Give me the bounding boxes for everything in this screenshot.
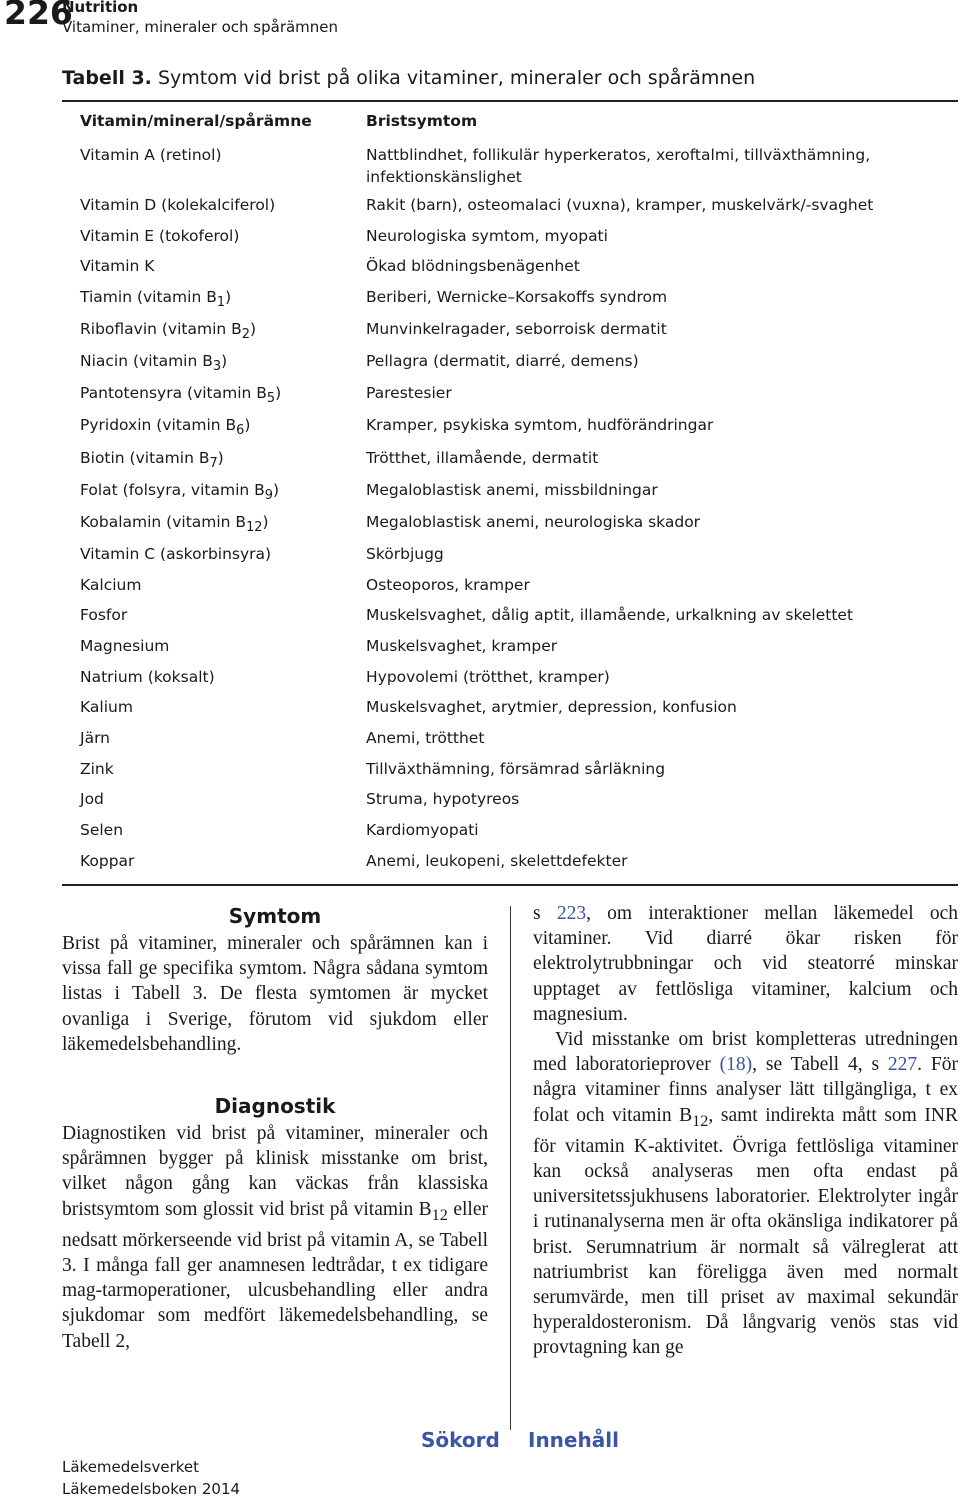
table-row xyxy=(62,282,958,314)
deficiency-symptom: Muskelsvaghet, kramper xyxy=(366,636,558,655)
table-row xyxy=(62,570,958,601)
table-row xyxy=(62,723,958,754)
nutrient-name: Koppar xyxy=(80,851,135,870)
deficiency-symptom: Megaloblastisk anemi, missbildningar xyxy=(366,480,658,499)
table-label: Tabell 3. xyxy=(62,67,152,89)
deficiency-symptom: Ökad blödningsbenägenhet xyxy=(366,257,580,276)
section-heading-diagnostik: Diagnostik xyxy=(214,1094,336,1119)
nutrient-name: Kalium xyxy=(80,698,133,717)
section-heading-symtom: Symtom xyxy=(228,904,322,928)
table-row xyxy=(62,475,958,507)
deficiency-symptom: Osteoporos, kramper xyxy=(366,575,530,594)
table-row xyxy=(62,784,958,815)
table-row xyxy=(62,378,958,410)
table-row xyxy=(62,314,958,346)
table-row xyxy=(62,346,958,378)
contents-link[interactable]: Innehåll xyxy=(528,1428,619,1452)
nutrient-name: Tiamin (vitamin $B_1$) xyxy=(80,288,232,311)
left-text-column xyxy=(62,901,488,1354)
reference-link-18[interactable]: (18) xyxy=(719,1054,753,1076)
table-row xyxy=(62,600,958,631)
deficiency-symptom: Trötthet, illamående, dermatit xyxy=(366,448,599,467)
deficiency-symptom: Hypovolemi (trötthet, kramper) xyxy=(366,667,610,686)
table-row xyxy=(62,251,958,282)
search-link[interactable]: Sökord xyxy=(421,1428,500,1452)
table-row xyxy=(62,692,958,723)
table-row xyxy=(62,846,958,877)
table-row xyxy=(62,754,958,785)
deficiency-symptom: Megaloblastisk anemi, neurologiska skador xyxy=(366,512,701,531)
publisher-name: Läkemedelsverket xyxy=(62,1458,200,1476)
table-body xyxy=(62,140,958,876)
page-number: 226 xyxy=(4,0,73,32)
table-row xyxy=(62,410,958,442)
table-row xyxy=(62,662,958,693)
table-row xyxy=(62,631,958,662)
publisher-info xyxy=(62,1456,240,1500)
deficiency-symptom: Muskelsvaghet, dålig aptit, illamående, urkalkning av skelettet xyxy=(366,606,854,625)
nutrient-name: Natrium (koksalt) xyxy=(80,667,215,686)
table-row xyxy=(62,815,958,846)
deficiency-symptom: Nattblindhet, follikulär hyperkeratos, xeroftalmi, tillväxthämning, infektionskänslighet xyxy=(366,146,871,186)
nutrient-name: Folat (folsyra, vitamin $B_9$) xyxy=(80,480,280,503)
nutrient-name: Selen xyxy=(80,821,124,839)
nutrient-name: Fosfor xyxy=(80,606,128,625)
deficiency-symptom: Tillväxthämning, försämrad sårläkning xyxy=(366,759,666,778)
nutrient-name: Biotin (vitamin $B_7$) xyxy=(80,448,224,471)
table-row xyxy=(62,443,958,475)
deficiency-symptom: Muskelsvaghet, arytmier, depression, konfusion xyxy=(366,698,737,717)
deficiency-symptom: Munvinkelragader, seborroisk dermatit xyxy=(366,320,667,339)
column-header-symptom: Bristsymtom xyxy=(366,112,478,130)
symtom-paragraph: Brist på vitaminer, mineraler och spårämnen kan i vissa fall ge specifika symtom. Några sådana symtom listas i Tabell 3. De flesta symtomen är mycket ovanliga i Sverige, förutom vid sjukdom eller läkemedelsbehandling. xyxy=(62,933,488,1055)
header-subsection: Vitaminer, mineraler och spårämnen xyxy=(62,18,339,36)
table-row xyxy=(62,140,958,190)
deficiency-symptom: Anemi, trötthet xyxy=(366,728,485,747)
book-title: Läkemedelsboken 2014 xyxy=(62,1480,241,1498)
table-caption xyxy=(62,62,958,94)
deficiency-symptom: Pellagra (dermatit, diarré, demens) xyxy=(366,352,639,371)
deficiency-symptom: Kramper, psykiska symtom, hudförändringar xyxy=(366,416,714,435)
diagnostik-paragraph: Diagnostiken vid brist på vitaminer, mineraler och spårämnen bygger på klinisk misstanke om brist, vilket någon gång kan väckas från klassiska bristsymtom som glossit vid brist på vitamin $B_{12}$ eller nedsatt mörkerseende vid brist på vitamin A, se Tabell 3. I många fall ger anamnesen ledtrådar, t ex tidigare mag-tarmoperationer, ulcusbehandling eller andra sjukdomar som medfört läkemedelsbehandling, se Tabell 2, xyxy=(62,1123,488,1352)
page-link-227[interactable]: 227 xyxy=(887,1054,918,1076)
column-divider xyxy=(510,906,511,1430)
deficiency-symptom: Rakit (barn), osteomalaci (vuxna), kramper, muskelvärk/-svaghet xyxy=(366,196,874,214)
header-section: Nutrition xyxy=(62,0,139,16)
deficiency-symptom: Kardiomyopati xyxy=(366,821,479,839)
nutrient-name: Zink xyxy=(80,759,114,778)
nutrient-name: Kalcium xyxy=(80,575,142,594)
deficiency-symptom: Struma, hypotyreos xyxy=(366,790,520,809)
column-header-nutrient: Vitamin/mineral/spårämne xyxy=(80,112,312,130)
nutrient-name: Vitamin D (kolekalciferol) xyxy=(80,196,276,214)
table-title: Symtom vid brist på olika vitaminer, mineraler och spårämnen xyxy=(157,67,756,89)
nutrient-name: Vitamin K xyxy=(80,257,155,276)
deficiency-symptom: Anemi, leukopeni, skelettdefekter xyxy=(366,851,628,870)
deficiency-symptom: Beriberi, Wernicke–Korsakoffs syndrom xyxy=(366,288,668,307)
deficiency-symptom: Parestesier xyxy=(366,384,452,403)
deficiency-symptom: Neurologiska symtom, myopati xyxy=(366,226,608,245)
nutrient-name: Pantotensyra (vitamin $B_5$) xyxy=(80,384,282,407)
table-row xyxy=(62,190,958,221)
nutrient-name: Niacin (vitamin $B_3$) xyxy=(80,352,228,375)
nutrient-name: Järn xyxy=(80,728,110,747)
nutrient-name: Riboflavin (vitamin $B_2$) xyxy=(80,320,257,343)
nutrient-name: Vitamin C (askorbinsyra) xyxy=(80,544,272,563)
page-link-223[interactable]: 223 xyxy=(556,903,587,924)
table-header-row xyxy=(62,102,958,140)
header-text xyxy=(62,0,338,37)
nutrient-name: Kobalamin (vitamin $B_{12}$) xyxy=(80,512,269,535)
right-text-column xyxy=(533,901,958,1361)
nutrient-name: Jod xyxy=(80,790,104,809)
table-row xyxy=(62,507,958,539)
right-paragraph-2: Vid misstanke om brist kompletteras utredningen med laboratorieprover (18), se Tabell 4, s 227. För några vitaminer finns analyser lätt tillgängliga, t ex folat och vitamin $B_{12}$, samt indirekta mått som INR för vitamin K-aktivitet. Övriga fettlösliga vitaminer kan också analyseras men ofta endast på universitetssjukhusens laboratorier. Elektrolyter ingår i rutinanalyserna men är ofta okänsliga indikatorer på brist. Serumnatrium är normalt så välreglerat att natriumbrist kan föreligga även med normalt serumvärde, men till priset av maximal sekundär hyperaldosteronism. Då långvarig venös stas vid provtagning kan ge xyxy=(533,1029,959,1359)
nutrient-name: Vitamin E (tokoferol) xyxy=(80,226,240,245)
table-row xyxy=(62,221,958,252)
nutrient-name: Vitamin A (retinol) xyxy=(80,146,222,164)
right-paragraph-1: s 223, om interaktioner mellan läkemedel och vitaminer. Vid diarré ökar risken för elektrolytrubbningar och vid steatorré minskar upptaget av fettlösliga vitaminer, kalcium och magnesium. xyxy=(533,903,958,1025)
table-bottom-rule xyxy=(62,884,958,886)
nutrient-name: Magnesium xyxy=(80,636,170,655)
nutrient-name: Pyridoxin (vitamin $B_6$) xyxy=(80,416,251,439)
deficiency-symptom: Skörbjugg xyxy=(366,544,444,563)
deficiency-table xyxy=(62,62,958,886)
table-row xyxy=(62,539,958,570)
